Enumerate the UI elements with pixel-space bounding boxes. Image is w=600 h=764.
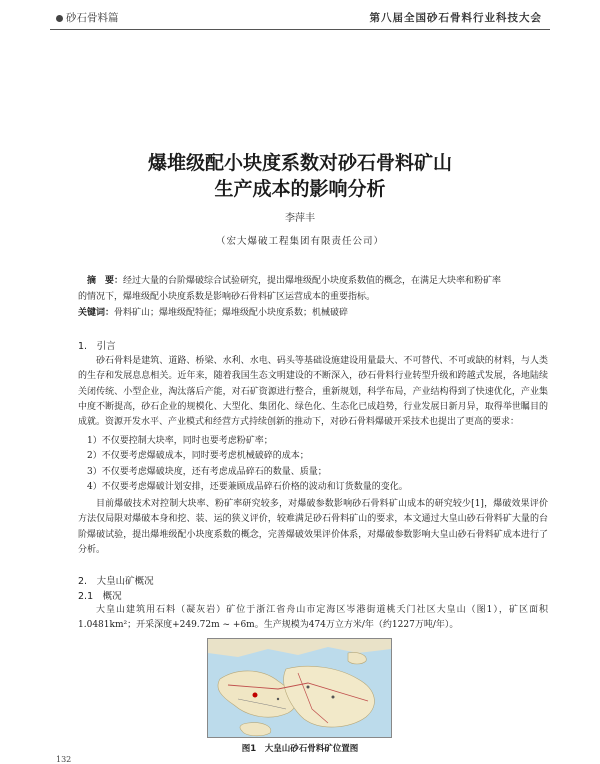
intro-paragraph-1: 砂石骨料是建筑、道路、桥梁、水利、水电、码头等基础设施建设用量最大、不可替代、不可或缺的材料，与人类的生存和发展息息相关。近年来，随着我国生态文明建设的不断深入，砂石骨料行业转型升级和跨越式发展，各地陆续关闭传统、小型企业，淘汰落后产能，对石矿资源进行整合，重新规划，科学布局，产业结构得到了快速优化，产业集中度不断提高，砂石企业的规模化、大型化、集团化、绿色化、生态化已成趋势，行业发展日新月异，取得举世瞩目的成就。资源开发水平、产业模式和经营方式持续创新的推动下，对砂石骨料爆破开采技术也提出了更高的要求：	[78, 356, 548, 428]
title-line-1: 爆堆级配小块度系数对砂石骨料矿山	[147, 152, 452, 174]
header-rule	[50, 29, 550, 30]
running-header-conference: 第八届全国砂石骨料行业科技大会	[369, 12, 542, 24]
abstract-text-2: 的情况下，爆堆级配小块度系数是影响砂石骨料矿区运营成本的重要指标。	[78, 292, 376, 302]
running-header-section	[56, 10, 119, 25]
keywords: 骨料矿山；爆堆级配特征；爆堆级配小块度系数；机械破碎	[114, 308, 349, 318]
intro-paragraph-2: 目前爆破技术对控制大块率、粉矿率研究较多，对爆破参数影响砂石骨料矿山成本的研究较少[1]，爆破效果评价方法仅局限对爆破本身和挖、装、运的狭义评价，较难满足砂石骨料矿山的要求，本文通过大皇山砂石骨料矿大量的台阶爆破试验，提出爆堆级配小块度系数的概念，完善爆破效果评价体系，对爆破参数影响大皇山砂石骨料矿成本进行了分析。	[78, 499, 548, 555]
bullet-icon	[56, 15, 63, 22]
section-heading-mine: 2. 大皇山矿概况	[78, 576, 154, 587]
paper-title	[0, 150, 600, 202]
affiliation: （宏大爆破工程集团有限责任公司）	[215, 236, 384, 247]
list-item: 1）不仅要控制大块率，同时也要考虑粉矿率；	[87, 436, 273, 446]
requirements-list	[78, 434, 548, 495]
keywords-label: 关键词：	[78, 308, 115, 318]
overview-paragraph: 大皇山建筑用石料（凝灰岩）矿位于浙江省舟山市定海区岑港街道桃夭门社区大皇山（图1），矿区面积1.0481km²；开采深度+249.72m ~ +6m。生产规模为474万立方米/年（约1227万吨/年）。	[78, 605, 548, 631]
section-heading-intro: 1. 引言	[78, 341, 116, 352]
subsection-heading-overview: 2.1 概况	[78, 591, 122, 602]
location-map	[207, 638, 392, 738]
figure-caption: 图1 大皇山砂石骨料矿位置图	[241, 744, 359, 754]
section-label: 砂石骨料篇	[66, 12, 119, 24]
page-number: 132	[56, 755, 72, 764]
map-graphic	[208, 639, 391, 737]
abstract-label: 摘 要：	[87, 276, 124, 286]
list-item: 4）不仅要考虑爆破计划安排，还要兼顾成品碎石价格的波动和订货数量的变化。	[87, 481, 408, 492]
list-item: 2）不仅要考虑爆破成本，同时要考虑机械破碎的成本；	[87, 451, 309, 462]
abstract	[78, 273, 544, 321]
author: 李萍丰	[285, 213, 315, 224]
abstract-text-1: 经过大量的台阶爆破综合试验研究，提出爆堆级配小块度系数值的概念，在满足大块率和粉矿率	[123, 276, 502, 286]
title-line-2: 生产成本的影响分析	[214, 178, 386, 200]
list-item: 3）不仅要考虑爆破块度，还有考虑成品碎石的数量、质量；	[87, 466, 327, 477]
